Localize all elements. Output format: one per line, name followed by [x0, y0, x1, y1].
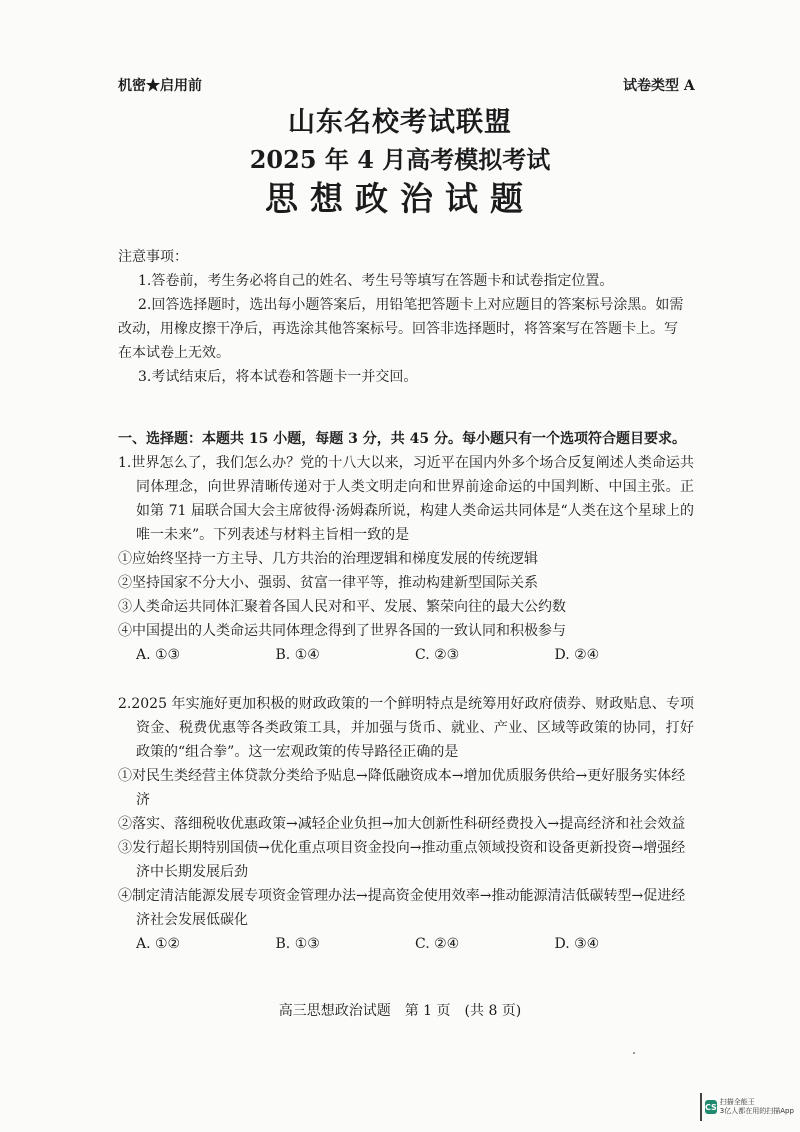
notice-item: 3.考试结束后，将本试卷和答题卡一并交回。 — [138, 369, 418, 385]
scanner-watermark — [700, 1093, 794, 1121]
subject-title: 思想政治试题 — [265, 179, 535, 218]
choice-b: B. ①④ — [275, 647, 320, 663]
question-2 — [118, 692, 694, 956]
notice-block — [118, 245, 686, 389]
statement-option: ②落实、落细税收优惠政策→减轻企业负担→加大创新性科研经费投入→提高经济和社会效益 — [118, 816, 686, 832]
notice-item: 1.答卷前，考生务必将自己的姓名、考生号等填写在答题卡和试卷指定位置。 — [138, 273, 614, 289]
question-stem: 1.世界怎么了，我们怎么办？党的十八大以来，习近平在国内外多个场合反复阐述人类命运共同体理念，向世界清晰传递对于人类文明走向和世界前途命运的中国判断、中国主张。正如第 71 届联合国大会主席彼得·汤姆森所说，构建人类命运共同体是“人类在这个星球上的唯一未来”。下列表述与材料主旨相一致的是 — [118, 455, 694, 543]
choice-c: C. ②③ — [415, 647, 460, 663]
answer-choices — [118, 643, 694, 667]
choice-b: B. ①③ — [275, 936, 320, 952]
statement-option: ①应始终坚持一方主导、几方共治的治理逻辑和梯度发展的传统逻辑 — [118, 551, 538, 567]
scanner-watermark-text — [720, 1098, 794, 1116]
statement-option: ①对民生类经营主体贷款分类给予贴息→降低融资成本→增加优质服务供给→更好服务实体经济 — [118, 768, 686, 808]
notice-item: 2.回答选择题时，选出每小题答案后，用铅笔把答题卡上对应题目的答案标号涂黑。如需改动，用橡皮擦干净后，再选涂其他答案标号。回答非选择题时，将答案写在答题卡上。写在本试卷上无效。 — [118, 297, 684, 361]
notice-heading: 注意事项： — [118, 249, 188, 265]
choice-d: D. ③④ — [554, 936, 600, 952]
paper-type-label: 试卷类型 A — [623, 78, 695, 94]
question-1 — [118, 451, 694, 667]
scan-speck — [633, 1052, 635, 1054]
question-stem: 2.2025 年实施好更加积极的财政政策的一个鲜明特点是统筹用好政府债券、财政贴息、专项资金、税费优惠等各类政策工具，并加强与货币、就业、产业、区域等政策的协同，打好政策的“组合拳”。这一宏观政策的传导路径正确的是 — [118, 696, 694, 760]
choice-d: D. ②④ — [554, 647, 600, 663]
exam-session-title: 2025 年 4 月高考模拟考试 — [249, 145, 551, 174]
statement-option: ③发行超长期特别国债→优化重点项目资金投向→推动重点领域投资和设备更新投资→增强经济中长期发展后劲 — [118, 840, 686, 880]
qr-code-icon — [700, 1093, 702, 1121]
choice-a: A. ①② — [136, 936, 181, 952]
answer-choices — [118, 932, 694, 956]
choice-a: A. ①③ — [136, 647, 181, 663]
statement-option: ②坚持国家不分大小、强弱、贫富一律平等，推动构建新型国际关系 — [118, 575, 538, 591]
statement-option: ③人类命运共同体汇聚着各国人民对和平、发展、繁荣向往的最大公约数 — [118, 599, 566, 615]
scanner-app-name: 扫描全能王 — [719, 1098, 755, 1106]
section-heading: 一、选择题：本题共 15 小题，每题 3 分，共 45 分。每小题只有一个选项符合题目要求。 — [118, 431, 686, 447]
confidential-label: 机密★启用前 — [118, 78, 202, 94]
scanner-tagline: 3亿人都在用的扫描App — [719, 1107, 794, 1115]
camscanner-logo-icon: CS — [705, 1100, 717, 1114]
statement-option: ④制定清洁能源发展专项资金管理办法→提高资金使用效率→推动能源清洁低碳转型→促进经济社会发展低碳化 — [118, 888, 686, 928]
page-footer: 高三思想政治试题 第 1 页 (共 8 页) — [278, 1003, 522, 1019]
statement-option: ④中国提出的人类命运共同体理念得到了世界各国的一致认同和积极参与 — [118, 623, 566, 639]
exam-union-title: 山东名校考试联盟 — [288, 107, 512, 138]
choice-c: C. ②④ — [415, 936, 460, 952]
